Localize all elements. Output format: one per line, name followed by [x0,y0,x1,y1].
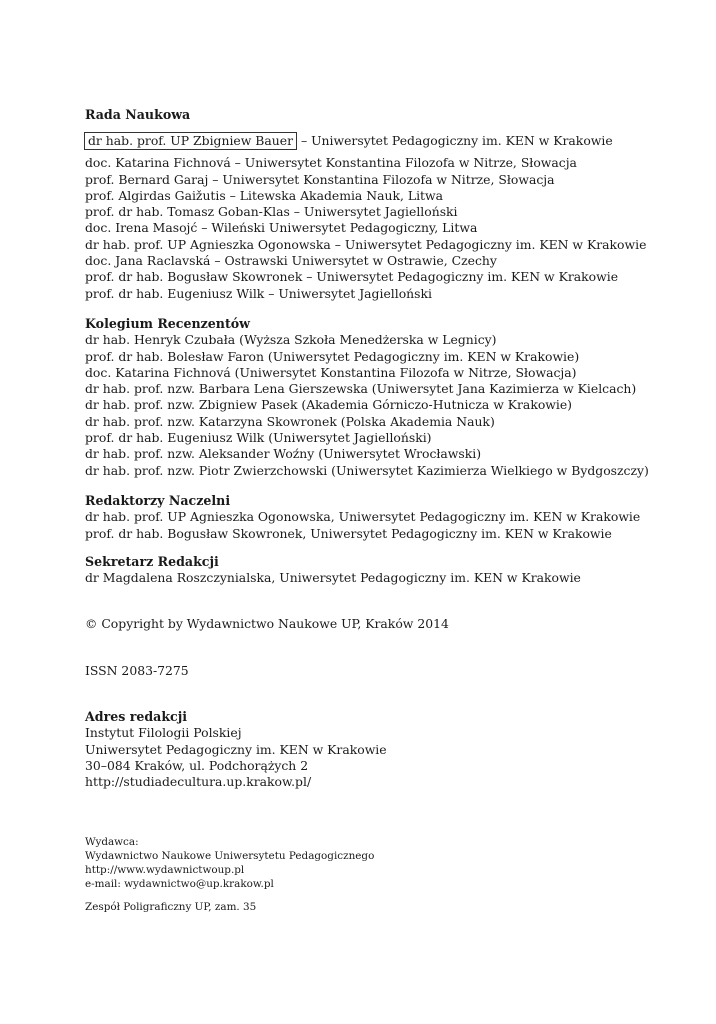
address-url: http://studiadecultura.up.krakow.pl/ [85,774,312,790]
rada-chair-name: dr hab. prof. UP Zbigniew Bauer [84,132,297,150]
address-line: 30–084 Kraków, ul. Podchorążych 2 [85,757,309,773]
list-item: doc. Jana Raclavská – Ostrawski Uniwersytet w Ostrawie, Czechy [85,253,497,269]
rada-members-list [85,155,685,302]
printer-info: Zespół Poligraficzny UP, zam. 35 [85,900,257,913]
wydawca-url: http://www.wydawnictwoup.pl [85,863,245,876]
list-item: dr hab. prof. nzw. Aleksander Woźny (Uniwersytet Wrocławski) [85,446,482,462]
list-item: prof. dr hab. Bolesław Faron (Uniwersytet Pedagogiczny im. KEN w Krakowie) [85,348,580,364]
list-item: doc. Katarina Fichnová (Uniwersytet Konstantina Filozofa w Nitrze, Słowacja) [85,364,577,380]
list-item: prof. dr hab. Tomasz Goban-Klas – Uniwersytet Jagielloński [85,204,458,220]
address-line: Instytut Filologii Polskiej [85,725,242,741]
wydawca-name: Wydawnictwo Naukowe Uniwersytetu Pedagogicznego [85,849,375,862]
redaktorzy-heading: Redaktorzy Naczelni [85,492,231,508]
list-item: prof. Algirdas Gaižutis – Litewska Akademia Nauk, Litwa [85,187,444,203]
issn-number: ISSN 2083-7275 [85,662,189,678]
kolegium-members-list [85,332,685,479]
rada-chair-row [85,132,685,150]
adres-heading: Adres redakcji [85,709,188,725]
adres-lines [85,725,685,790]
sekretarz-heading: Sekretarz Redakcji [85,553,219,569]
list-item: prof. dr hab. Eugeniusz Wilk – Uniwersytet Jagielloński [85,285,432,301]
list-item: doc. Katarina Fichnová – Uniwersytet Konstantina Filozofa w Nitrze, Słowacja [85,155,577,171]
list-item: prof. dr hab. Bogusław Skowronek – Uniwersytet Pedagogiczny im. KEN w Krakowie [85,269,619,285]
redaktorzy-members-list [85,509,685,542]
rada-heading: Rada Naukowa [85,107,191,122]
list-item: dr hab. prof. UP Agnieszka Ogonowska – Uniwersytet Pedagogiczny im. KEN w Krakowie [85,236,647,252]
list-item: prof. dr hab. Bogusław Skowronek, Uniwersytet Pedagogiczny im. KEN w Krakowie [85,525,612,541]
list-item: dr Magdalena Roszczynialska, Uniwersytet Pedagogiczny im. KEN w Krakowie [85,570,581,586]
list-item: prof. Bernard Garaj – Uniwersytet Konstantina Filozofa w Nitrze, Słowacja [85,171,555,187]
copyright-notice: © Copyright by Wydawnictwo Naukowe UP, Kraków 2014 [85,616,449,632]
list-item: dr hab. prof. nzw. Katarzyna Skowronek (Polska Akademia Nauk) [85,413,495,429]
list-item: dr hab. prof. nzw. Zbigniew Pasek (Akademia Górniczo-Hutnicza w Krakowie) [85,397,573,413]
rada-chair-affiliation: – Uniwersytet Pedagogiczny im. KEN w Krakowie [297,133,613,149]
list-item: dr hab. prof. UP Agnieszka Ogonowska, Uniwersytet Pedagogiczny im. KEN w Krakowie [85,509,641,525]
wydawca-label: Wydawca: [85,835,139,848]
list-item: doc. Irena Masojć – Wileński Uniwersytet Pedagogiczny, Litwa [85,220,478,236]
imprint-page [85,107,685,914]
list-item: prof. dr hab. Eugeniusz Wilk (Uniwersytet Jagielloński) [85,430,432,446]
list-item: dr hab. prof. nzw. Piotr Zwierzchowski (Uniwersytet Kazimierza Wielkiego w Bydgoszczy) [85,462,649,478]
list-item: dr hab. Henryk Czubała (Wyższa Szkoła Menedżerska w Legnicy) [85,332,497,348]
kolegium-heading: Kolegium Recenzentów [85,315,251,331]
list-item: dr hab. prof. nzw. Barbara Lena Gierszewska (Uniwersytet Jana Kazimierza w Kielcach) [85,381,637,397]
wydawca-block [85,835,685,914]
address-line: Uniwersytet Pedagogiczny im. KEN w Krakowie [85,741,387,757]
wydawca-email: e-mail: wydawnictwo@up.krakow.pl [85,877,274,890]
